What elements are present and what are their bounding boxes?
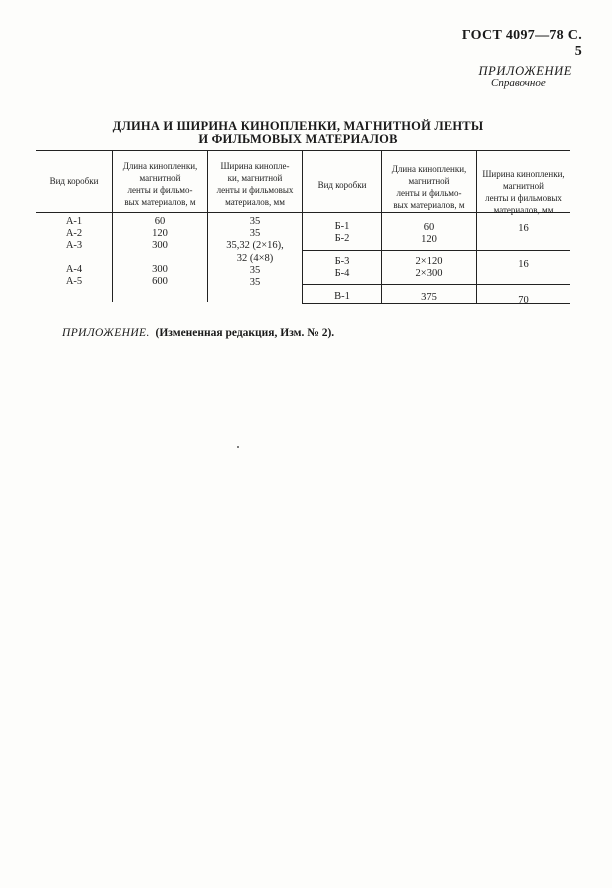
table-row-v1-width: 70 (518, 295, 529, 306)
table-row-b4-box: Б-4 (334, 268, 350, 279)
header-length-line-1: Длина кинопленки, магнитной (122, 161, 198, 183)
header-width-line-1: Ширина кинопле- (220, 161, 290, 171)
header-length-right-line-3: вых материалов, м (393, 200, 465, 210)
table-row-a3-length: 300 (152, 240, 168, 251)
table-row-a1-length: 60 (154, 216, 166, 227)
title-line-1: ДЛИНА И ШИРИНА КИНОПЛЕНКИ, МАГНИТНОЙ ЛЕНТЫ (112, 119, 484, 133)
revision-note-text: (Измененная редакция, Изм. № 2). (155, 327, 335, 339)
table-row-b12-width: 16 (518, 223, 529, 234)
header-width-right-line-1: Ширина кинопленки, магнитной (482, 169, 565, 191)
table-row-b2-box: Б-2 (334, 233, 350, 244)
header-length-line-3: вых материалов, м (124, 197, 196, 207)
header-box-type-right: Вид коробки (317, 180, 367, 190)
table-row-a5-box: А-5 (65, 276, 83, 287)
header-length-right-line-1: Длина кинопленки, магнитной (391, 164, 467, 186)
header-width-right-line-3: материалов, мм (493, 205, 554, 215)
table-row-a1-box: А-1 (65, 216, 83, 227)
header-length-right (382, 163, 476, 211)
table-row-b1-box: Б-1 (334, 221, 350, 232)
table-row-a2-width: 35 (249, 228, 261, 239)
header-length (113, 160, 207, 208)
header-width-line-2: ки, магнитной (227, 173, 283, 183)
revision-note-label: ПРИЛОЖЕНИЕ. (62, 327, 150, 339)
table-row-b34-width: 16 (518, 259, 529, 270)
header-width-line-4: материалов, мм (225, 197, 285, 207)
table-row-b1-length: 60 (423, 222, 435, 233)
table-row-b3-box: Б-3 (334, 256, 350, 267)
table-row-a3-box: А-3 (65, 240, 83, 251)
table-row-a1-width: 35 (249, 216, 261, 227)
appendix-label: ПРИЛОЖЕНИЕ (478, 64, 572, 78)
header-width (208, 160, 302, 208)
document-title (100, 120, 496, 146)
page-header: ГОСТ 4097—78 С. 5 (461, 28, 582, 59)
table-row-b3-length: 2×120 (415, 256, 443, 267)
table-row-v1-box: В-1 (334, 291, 350, 302)
revision-note (62, 327, 334, 339)
scan-speck (237, 446, 239, 448)
table-row-a4-box: А-4 (65, 264, 83, 275)
table-row-b2-length: 120 (421, 234, 437, 245)
header-box-type: Вид коробки (49, 176, 99, 186)
table-row-a2-box: А-2 (65, 228, 83, 239)
header-width-right (477, 168, 570, 216)
table-row-a4-length: 300 (152, 264, 168, 275)
table-row-b4-length: 2×300 (415, 268, 443, 279)
table-row-a5-length: 600 (152, 276, 168, 287)
appendix-sublabel-text: Справочное (491, 77, 546, 89)
header-length-line-2: ленты и фильмо- (127, 185, 193, 195)
table-row-a3-width-cont: 32 (4×8) (236, 253, 274, 264)
table-row-a2-length: 120 (152, 228, 168, 239)
header-width-line-3: ленты и фильмовых (216, 185, 294, 195)
table-row-a5-width: 35 (249, 277, 261, 288)
table-row-v1-length: 375 (421, 292, 437, 303)
header-length-right-line-2: ленты и фильмо- (396, 188, 462, 198)
right-group-rule-1 (302, 250, 570, 251)
table-row-a3-width: 35,32 (2×16), (226, 240, 284, 251)
right-group-rule-2 (302, 284, 570, 285)
table-top-rule (36, 150, 570, 151)
header-width-right-line-2: ленты и фильмовых (485, 193, 562, 203)
title-line-2: И ФИЛЬМОВЫХ МАТЕРИАЛОВ (198, 132, 398, 146)
table-row-a4-width: 35 (249, 265, 261, 276)
